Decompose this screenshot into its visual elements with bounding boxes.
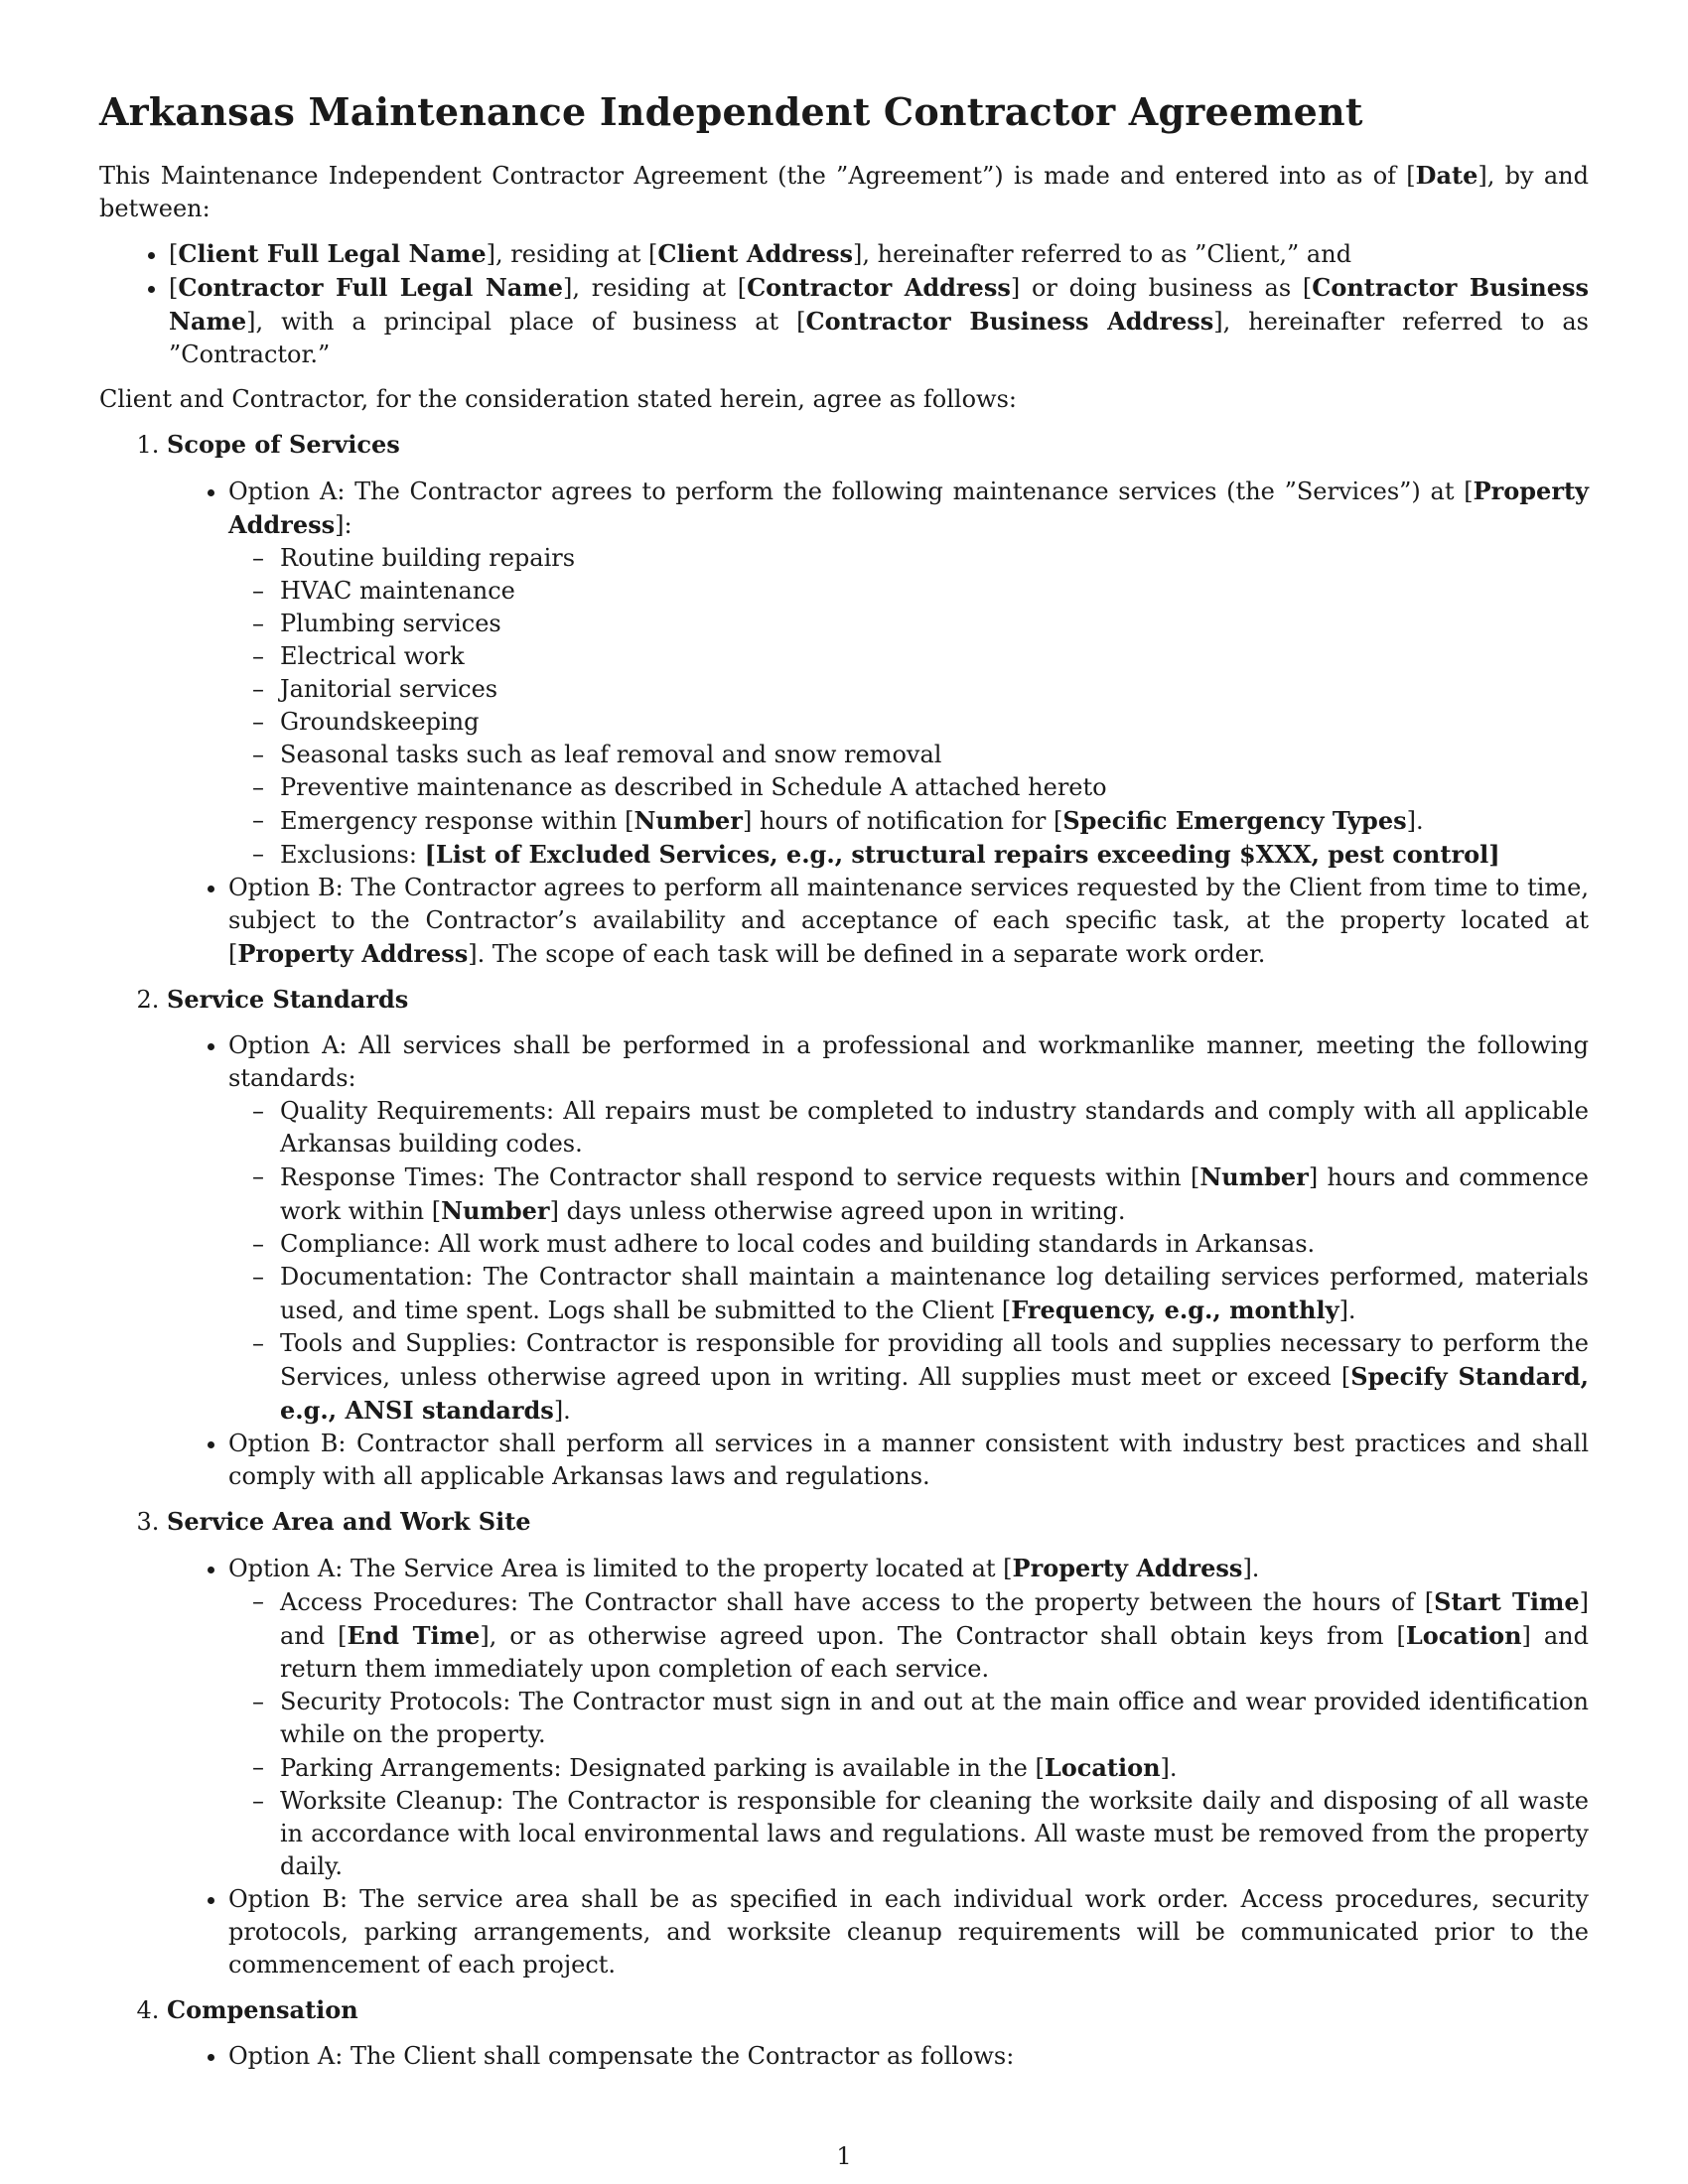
service-item: – Electrical work xyxy=(280,640,1589,673)
date-placeholder: Date xyxy=(1415,161,1478,190)
service-item: – Preventive maintenance as described in Schedule A attached hereto xyxy=(280,771,1589,804)
tools-supplies-item: – Tools and Supplies: Contractor is responsible for providing all tools and supplies necessary to perform the Services, unless otherwise agreed upon in writing. All supplies must meet or exceed [Specify Standard, e.g., ANSI standards]. xyxy=(280,1327,1589,1428)
service-item: – Seasonal tasks such as leaf removal and snow removal xyxy=(280,739,1589,771)
page-number: 1 xyxy=(836,2142,852,2170)
response-times-item: – Response Times: The Contractor shall respond to service requests within [Number] hours and commence work within [Number] days unless otherwise agreed upon in writing. xyxy=(280,1160,1589,1228)
service-item: – Janitorial services xyxy=(280,673,1589,706)
client-party: • [Client Full Legal Name], residing at [Client Address], hereinafter referred to as ”Client,” and xyxy=(169,237,1589,271)
section-title: 2. Service Standards xyxy=(167,985,409,1014)
sections-list xyxy=(99,428,1589,2073)
worksite-cleanup-item: – Worksite Cleanup: The Contractor is responsible for cleaning the worksite daily and disposing of all waste in accordance with local environmental laws and regulations. All waste must be removed from the property daily. xyxy=(280,1785,1589,1883)
option-b: • Option B: The service area shall be as specified in each individual work order. Access procedures, security protocols, parking arrangements, and worksite cleanup requirements will be communicated prior to the commencement of each project. xyxy=(228,1883,1589,1981)
quality-requirements-item: – Quality Requirements: All repairs must be completed to industry standards and comply with all applicable Arkansas building codes. xyxy=(280,1095,1589,1160)
contractor-party: • [Contractor Full Legal Name], residing at [Contractor Address] or doing business as [Contractor Business Name], with a principal place of business at [Contractor Business Address], hereinafter referred to as ”Contractor.” xyxy=(169,271,1589,371)
intro-paragraph: This Maintenance Independent Contractor Agreement (the ”Agreement”) is made and entered into as of [Date], by and between: xyxy=(99,161,1589,222)
service-item: – Routine building repairs xyxy=(280,542,1589,575)
exclusions-item: – Exclusions: [List of Excluded Services, e.g., structural repairs exceeding $XXX, pest control] xyxy=(280,838,1589,872)
section-service-standards xyxy=(167,983,1589,1493)
parties-list xyxy=(99,237,1589,371)
option-a: • Option A: The Client shall compensate the Contractor as follows: xyxy=(228,2040,1589,2073)
option-a: • Option A: All services shall be performed in a professional and workmanlike manner, meeting the following standards: – Quality Requirements: All repairs must be completed to industry standards and comply with all applicable Arkansas building codes. – Response Times: The Contractor shall respond to service requests within [Number] hours and commence work within [Number] days unless otherwise agreed upon in writing. – Compliance: All work must adhere to local codes and building standards in Arkansas. – Documentation: The Contractor shall maintain a maintenance log detailing services performed, materials used, and time spent. Logs shall be submitted to the Client [Frequency, e.g., monthly]. – Tools and Supplies: Contractor is responsible for providing all tools and supplies necessary to perform the Services, unless otherwise agreed upon in writing. All supplies must meet or exceed [Specify Standard, e.g., ANSI standards]. xyxy=(228,1029,1589,1428)
section-title: 1. Scope of Services xyxy=(167,430,400,459)
documentation-item: – Documentation: The Contractor shall maintain a maintenance log detailing services performed, materials used, and time spent. Logs shall be submitted to the Client [Frequency, e.g., monthly]. xyxy=(280,1261,1589,1327)
consideration-paragraph: Client and Contractor, for the consideration stated herein, agree as follows: xyxy=(99,385,1017,413)
section-title: 4. Compensation xyxy=(167,1995,358,2024)
section-title: 3. Service Area and Work Site xyxy=(167,1507,531,1536)
emergency-response-item: – Emergency response within [Number] hours of notification for [Specific Emergency Types]. xyxy=(280,804,1589,838)
section-scope-of-services xyxy=(167,428,1589,971)
option-b: • Option B: The Contractor agrees to perform all maintenance services requested by the Client from time to time, subject to the Contractor’s availability and acceptance of each specific task, at the property located at [Property Address]. The scope of each task will be defined in a separate work order. xyxy=(228,872,1589,971)
document-title: Arkansas Maintenance Independent Contractor Agreement xyxy=(99,89,1363,134)
security-protocols-item: – Security Protocols: The Contractor must sign in and out at the main office and wear provided identification while on the property. xyxy=(280,1686,1589,1751)
service-item: – Groundskeeping xyxy=(280,706,1589,739)
service-item: – HVAC maintenance xyxy=(280,575,1589,608)
compliance-item: – Compliance: All work must adhere to local codes and building standards in Arkansas. xyxy=(280,1228,1589,1261)
access-procedures-item: – Access Procedures: The Contractor shall have access to the property between the hours of [Start Time] and [End Time], or as otherwise agreed upon. The Contractor shall obtain keys from [Location] and return them immediately upon completion of each service. xyxy=(280,1585,1589,1686)
option-b: • Option B: Contractor shall perform all services in a manner consistent with industry best practices and shall comply with all applicable Arkansas laws and regulations. xyxy=(228,1428,1589,1493)
section-service-area xyxy=(167,1505,1589,1981)
parking-item: – Parking Arrangements: Designated parking is available in the [Location]. xyxy=(280,1751,1589,1785)
service-item: – Plumbing services xyxy=(280,608,1589,640)
section-compensation xyxy=(167,1993,1589,2073)
document-page xyxy=(99,87,1589,2085)
option-a: • Option A: The Contractor agrees to perform the following maintenance services (the ”Services”) at [Property Address]: – Routine building repairs – HVAC maintenance – Plumbing services – Electrical work – Janitorial services – Groundskeeping – Seasonal tasks such as leaf removal and snow removal – Preventive maintenance as described in Schedule A attached hereto – Emergency response within [Number] hours of notification for [Specific Emergency Types]. – Exclusions: [List of Excluded Services, e.g., structural repairs exceeding $XXX, pest control] xyxy=(228,475,1589,872)
option-a: • Option A: The Service Area is limited to the property located at [Property Address]. – Access Procedures: The Contractor shall have access to the property between the hours of [Start Time] and [End Time], or as otherwise agreed upon. The Contractor shall obtain keys from [Location] and return them immediately upon completion of each service. – Security Protocols: The Contractor must sign in and out at the main office and wear provided identification while on the property. – Parking Arrangements: Designated parking is available in the [Location]. – Worksite Cleanup: The Contractor is responsible for cleaning the worksite daily and disposing of all waste in accordance with local environmental laws and regulations. All waste must be removed from the property daily. xyxy=(228,1552,1589,1883)
